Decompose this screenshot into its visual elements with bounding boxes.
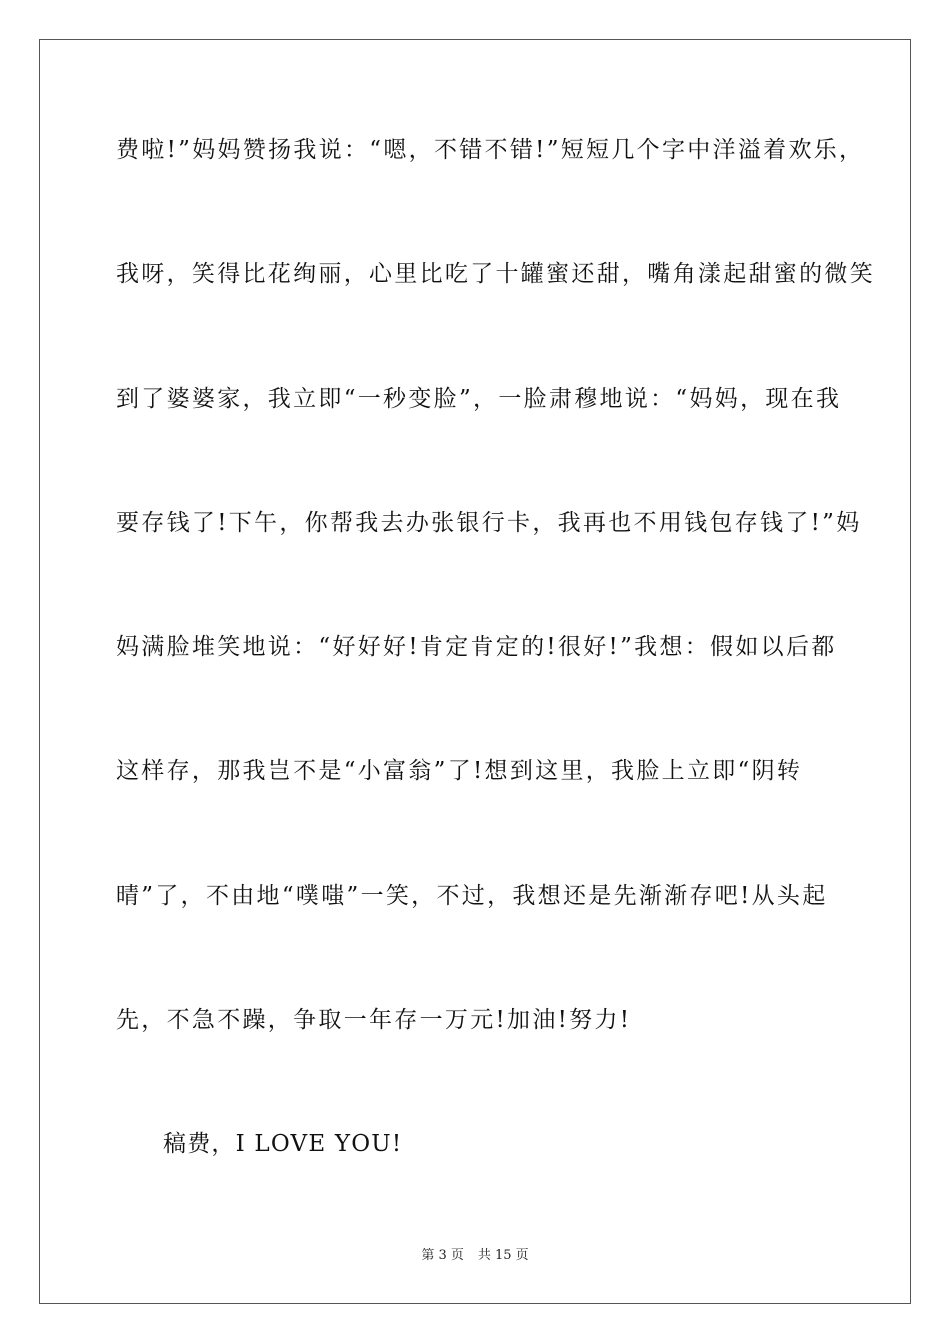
page-footer <box>0 1247 950 1265</box>
closing-line: 稿费，I LOVE YOU! <box>163 1131 403 1158</box>
text-line: 到了婆婆家，我立即“一秒变脸”，一脸肃穆地说：“妈妈，现在我 <box>116 385 842 412</box>
page-total: 共 15 页 <box>477 1248 529 1263</box>
text-line: 妈满脸堆笑地说：“好好好!肯定肯定的!很好!”我想：假如以后都 <box>116 634 837 661</box>
text-line: 晴”了，不由地“噗嗤”一笑，不过，我想还是先渐渐存吧!从头起 <box>116 882 828 909</box>
text-line: 我呀，笑得比花绚丽，心里比吃了十罐蜜还甜，嘴角漾起甜蜜的微笑 <box>116 261 875 288</box>
text-line: 先，不急不躁，争取一年存一万元!加油!努力! <box>116 1007 632 1034</box>
text-line: 要存钱了!下午，你帮我去办张银行卡，我再也不用钱包存钱了!”妈 <box>116 509 862 536</box>
page-number: 第 3 页 <box>421 1248 464 1263</box>
text-line: 费啦!”妈妈赞扬我说：“嗯，不错不错!”短短几个字中洋溢着欢乐， <box>116 137 865 163</box>
text-line: 这样存，那我岂不是“小富翁”了!想到这里，我脸上立即“阴转 <box>116 758 803 785</box>
document-body <box>116 130 875 1249</box>
